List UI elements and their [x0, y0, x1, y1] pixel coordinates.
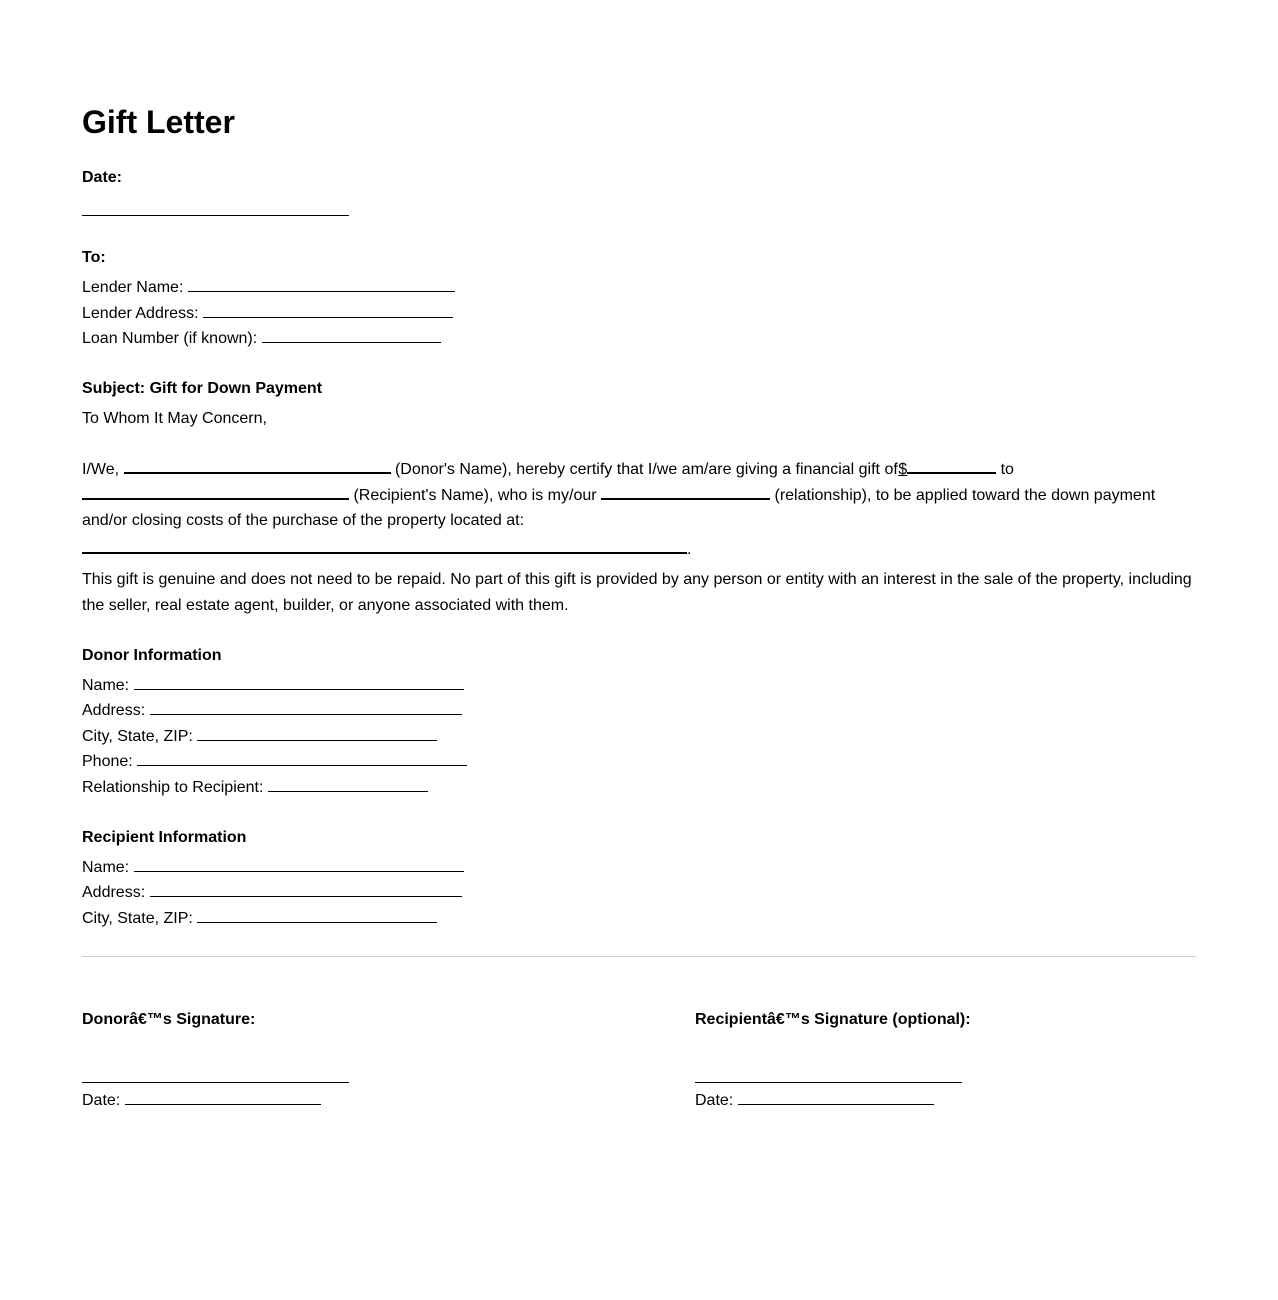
- lender-name-field[interactable]: [188, 277, 455, 292]
- to-heading: To:: [82, 249, 106, 266]
- loan-number-row: [82, 326, 441, 352]
- donor-signature-field[interactable]: [82, 1082, 349, 1083]
- certification-line-3: and/or closing costs of the purchase of the property located at:: [82, 512, 525, 529]
- lender-address-row: [82, 301, 453, 327]
- certification-prefix: I/We,: [82, 461, 120, 478]
- recipient-city-row: [82, 906, 437, 932]
- certification-line-1: [82, 457, 1014, 483]
- donor-signature-date-field[interactable]: [125, 1090, 321, 1105]
- donor-signature-date-label: Date:: [82, 1092, 121, 1109]
- page-title: Gift Letter: [82, 104, 235, 140]
- donor-information-heading: Donor Information: [82, 647, 222, 664]
- recipient-name-row: [82, 855, 464, 881]
- lender-address-label: Lender Address:: [82, 305, 199, 322]
- loan-number-field[interactable]: [262, 328, 441, 343]
- donor-phone-label: Phone:: [82, 753, 133, 770]
- donor-city-label: City, State, ZIP:: [82, 728, 193, 745]
- donor-phone-row: [82, 749, 467, 775]
- relationship-blank[interactable]: [601, 484, 770, 500]
- loan-number-label: Loan Number (if known):: [82, 330, 258, 347]
- date-field-line[interactable]: [82, 215, 349, 216]
- to-word: to: [1000, 461, 1014, 478]
- salutation: To Whom It May Concern,: [82, 410, 267, 427]
- recipient-name-blank[interactable]: [82, 484, 349, 500]
- recipient-address-field[interactable]: [150, 882, 462, 897]
- recipient-city-field[interactable]: [197, 908, 437, 923]
- terminator: .: [687, 541, 692, 558]
- donor-name-field[interactable]: [134, 675, 464, 690]
- donor-phone-field[interactable]: [137, 751, 467, 766]
- recipient-information-heading: Recipient Information: [82, 829, 247, 846]
- relationship-hint: (relationship), to be applied toward the down payment: [774, 487, 1156, 504]
- donor-name-blank[interactable]: [124, 458, 391, 474]
- recipient-signature-label: Recipientâ€™s Signature (optional):: [695, 1011, 971, 1028]
- lender-name-row: [82, 275, 455, 301]
- recipient-name-field[interactable]: [134, 857, 464, 872]
- donor-name-hint: (Donor's Name), hereby certify that I/we am/are giving a financial gift of: [394, 461, 898, 478]
- recipient-name-hint: (Recipient's Name), who is my/our: [353, 487, 597, 504]
- lender-name-label: Lender Name:: [82, 279, 184, 296]
- certification-line-4: [82, 537, 691, 563]
- lender-address-field[interactable]: [203, 303, 453, 318]
- recipient-city-label: City, State, ZIP:: [82, 910, 193, 927]
- recipient-address-label: Address:: [82, 884, 146, 901]
- donor-address-row: [82, 698, 462, 724]
- recipient-signature-date-field[interactable]: [738, 1090, 934, 1105]
- donor-name-label: Name:: [82, 677, 130, 694]
- donor-city-field[interactable]: [197, 726, 437, 741]
- property-address-blank[interactable]: [82, 538, 687, 554]
- recipient-signature-date-label: Date:: [695, 1092, 734, 1109]
- certification-line-2: [82, 483, 1155, 509]
- donor-signature-date-row: [82, 1088, 321, 1114]
- donor-signature-label: Donorâ€™s Signature:: [82, 1011, 256, 1028]
- donor-relationship-label: Relationship to Recipient:: [82, 779, 264, 796]
- recipient-address-row: [82, 880, 462, 906]
- recipient-signature-date-row: [695, 1088, 934, 1114]
- recipient-signature-field[interactable]: [695, 1082, 962, 1083]
- date-label: Date:: [82, 169, 123, 186]
- gift-amount-blank[interactable]: [907, 458, 996, 474]
- disclaimer-paragraph: This gift is genuine and does not need to be repaid. No part of this gift is provided by any person or entity with an interest in the sale of the property, including the seller, real estate agent, builder, or anyone associated with them.: [82, 571, 1192, 614]
- donor-relationship-field[interactable]: [268, 777, 428, 792]
- section-divider: [82, 956, 1196, 957]
- donor-relationship-row: [82, 775, 428, 801]
- currency-symbol: $: [898, 461, 908, 478]
- donor-name-row: [82, 673, 464, 699]
- donor-address-label: Address:: [82, 702, 146, 719]
- subject-line: Subject: Gift for Down Payment: [82, 380, 323, 397]
- donor-city-row: [82, 724, 437, 750]
- recipient-name-label: Name:: [82, 859, 130, 876]
- donor-address-field[interactable]: [150, 700, 462, 715]
